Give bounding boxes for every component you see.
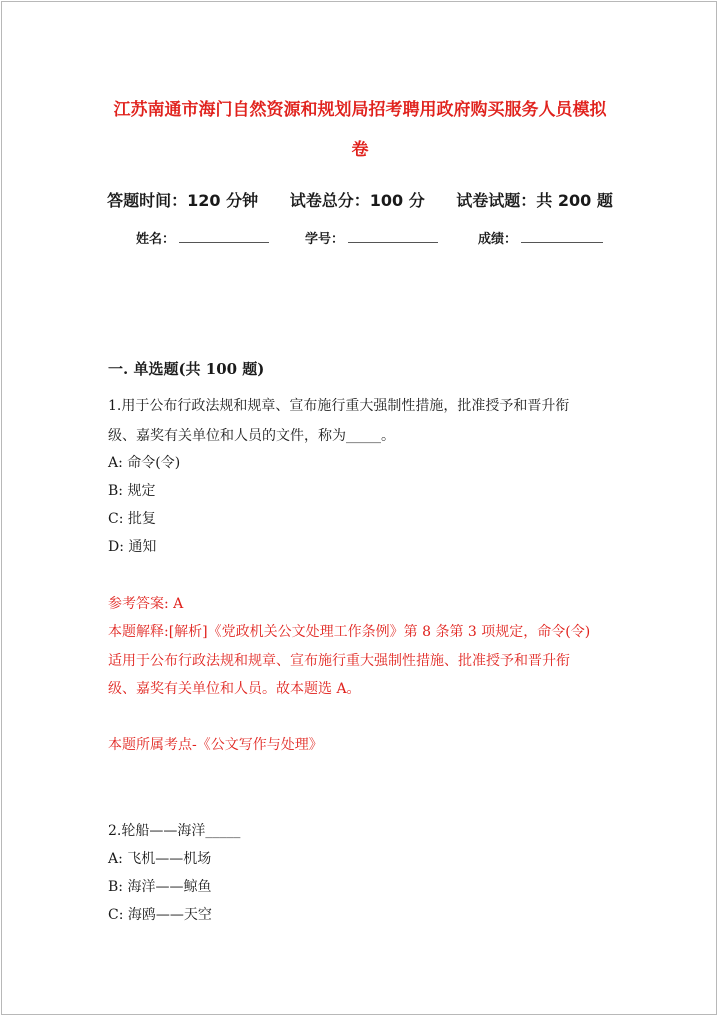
question-2-stem: 2.轮船——海洋_____ [108, 823, 241, 839]
question-1-stem-line1: 1.用于公布行政法规和规章、宣布施行重大强制性措施，批准授予和晋升衔 [108, 398, 570, 414]
name-label: 姓名： [136, 232, 176, 247]
exam-question-count: 试卷试题：共 200 题 [456, 191, 613, 210]
question-1-explanation-line2: 适用于公布行政法规和规章、宣布施行重大强制性措施、批准授予和晋升衔 [108, 653, 570, 669]
student-id-field [305, 228, 438, 247]
name-blank [179, 232, 269, 243]
student-id-blank [348, 232, 438, 243]
question-1-explanation-line3: 级、嘉奖有关单位和人员。故本题选 A。 [108, 681, 361, 697]
exam-time: 答题时间：120 分钟 [107, 191, 259, 210]
question-1-option-d: D: 通知 [108, 539, 157, 555]
question-1-stem-line2: 级、嘉奖有关单位和人员的文件，称为_____。 [108, 428, 395, 444]
document-title-line2: 卷 [351, 140, 369, 160]
question-1-explanation-line1: 本题解释:[解析]《党政机关公文处理工作条例》第 8 条第 3 项规定，命令(令) [108, 624, 591, 640]
section-heading: 一. 单选题(共 100 题) [108, 360, 265, 378]
question-1-option-b: B: 规定 [108, 483, 156, 499]
score-blank [521, 232, 603, 243]
score-label: 成绩： [478, 232, 518, 247]
name-field [136, 228, 269, 247]
question-1-answer: 参考答案: A [108, 596, 184, 612]
score-field [478, 228, 603, 247]
question-1-topic: 本题所属考点-《公文写作与处理》 [108, 737, 323, 753]
question-2-option-c: C: 海鸥——天空 [108, 907, 212, 923]
exam-info-bar [0, 188, 720, 211]
question-1-option-a: A: 命令(令) [108, 455, 181, 471]
question-2-option-b: B: 海洋——鲸鱼 [108, 879, 212, 895]
exam-total-score: 试卷总分：100 分 [289, 191, 425, 210]
question-2-option-a: A: 飞机——机场 [108, 851, 212, 867]
document-title-line1: 江苏南通市海门自然资源和规划局招考聘用政府购买服务人员模拟 [113, 100, 607, 120]
student-id-label: 学号： [305, 232, 345, 247]
question-1-option-c: C: 批复 [108, 511, 156, 527]
